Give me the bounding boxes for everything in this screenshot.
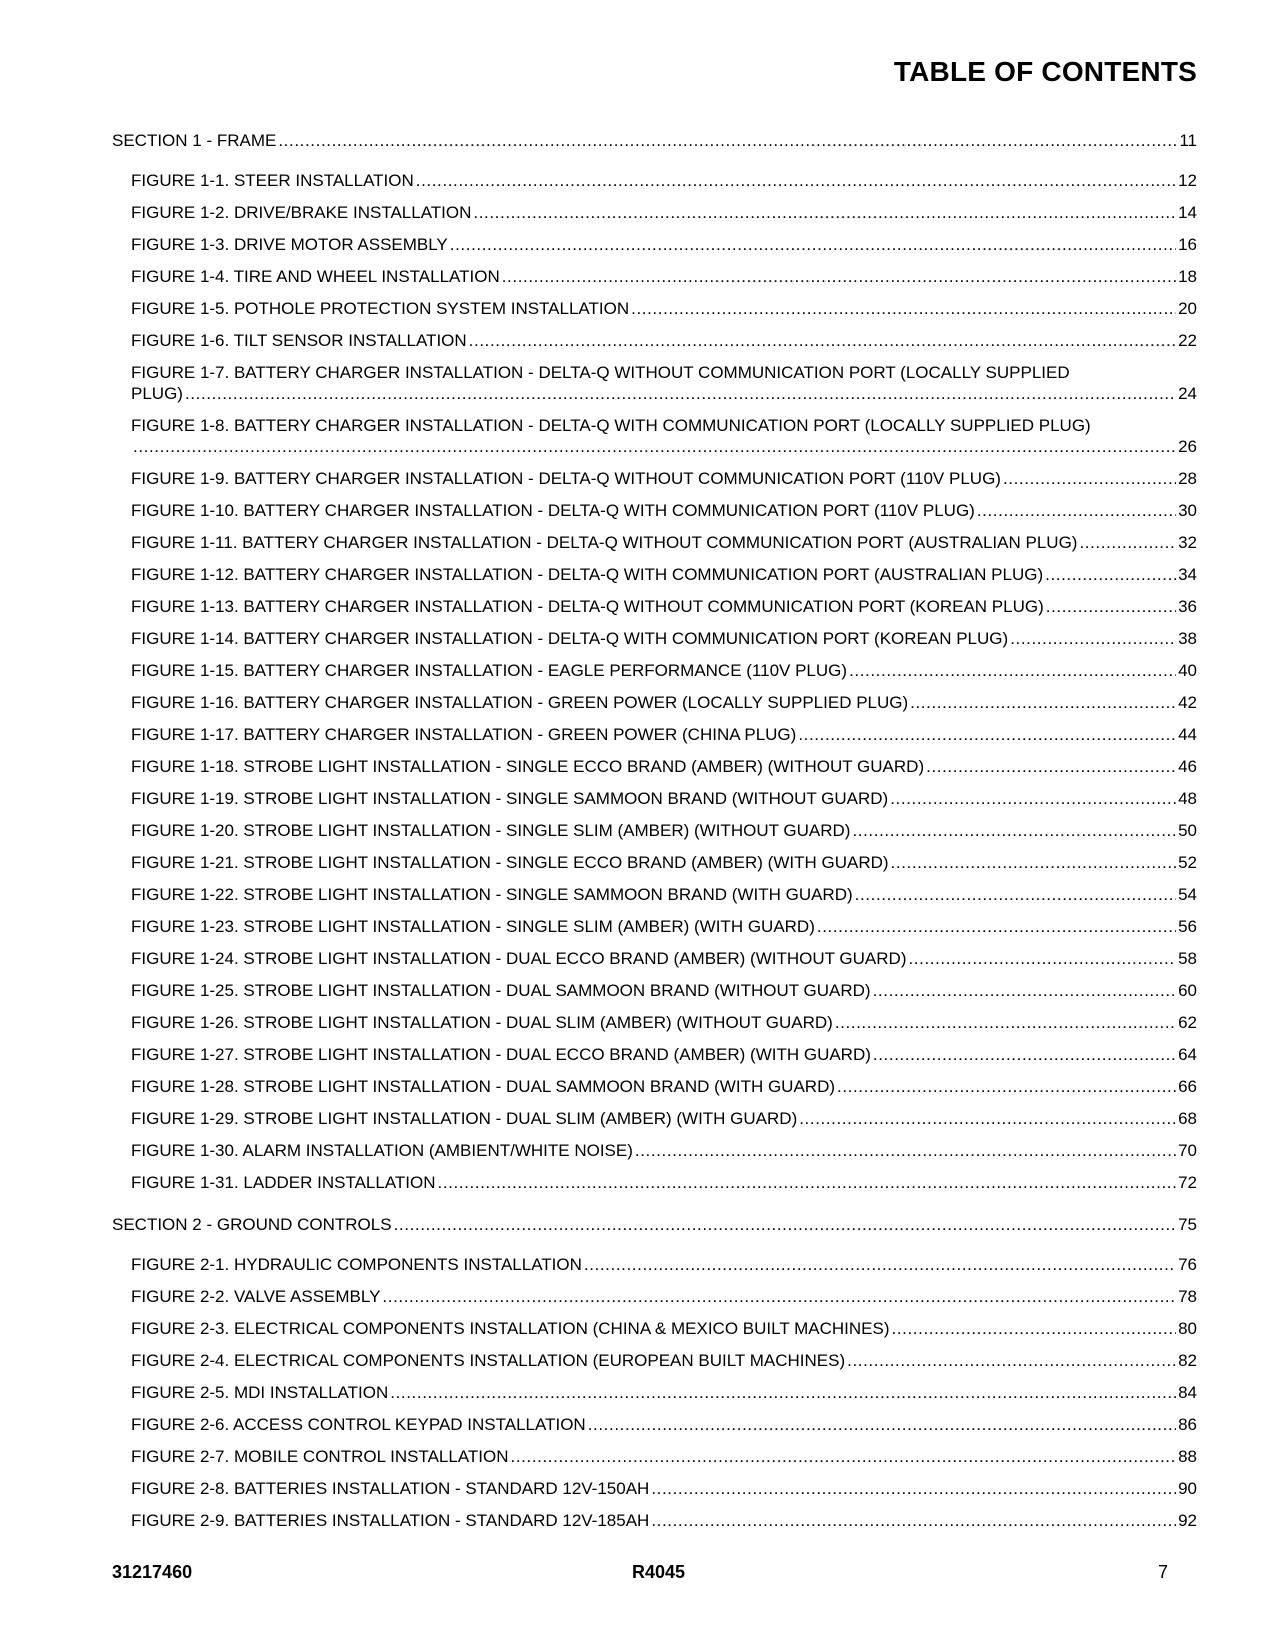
- toc-page-number: 62: [1178, 1013, 1197, 1032]
- toc-section-2-figures: [112, 1254, 1197, 1542]
- toc-entry-label: FIGURE 2-6. ACCESS CONTROL KEYPAD INSTALLATION: [131, 1415, 586, 1434]
- toc-leader-dots: [651, 1478, 1176, 1499]
- toc-leader-dots: [847, 1350, 1176, 1371]
- toc-figure-entry[interactable]: [112, 234, 1197, 266]
- toc-leader-dots: [635, 1140, 1176, 1161]
- toc-figure-entry[interactable]: [112, 330, 1197, 362]
- toc-entry-label: FIGURE 1-16. BATTERY CHARGER INSTALLATION - GREEN POWER (LOCALLY SUPPLIED PLUG): [131, 693, 909, 712]
- toc-page-number: 14: [1178, 203, 1197, 222]
- toc-page-number: 38: [1178, 629, 1197, 648]
- toc-page-number: 86: [1178, 1415, 1197, 1434]
- toc-page-number: 54: [1178, 885, 1197, 904]
- toc-page-number: 60: [1178, 981, 1197, 1000]
- toc-page-number: 58: [1178, 949, 1197, 968]
- toc-leader-dots: [1003, 468, 1176, 489]
- toc-entry-label: FIGURE 2-4. ELECTRICAL COMPONENTS INSTALLATION (EUROPEAN BUILT MACHINES): [131, 1351, 846, 1370]
- toc-figure-entry[interactable]: [112, 564, 1197, 596]
- toc-figure-entry[interactable]: [112, 298, 1197, 330]
- toc-page-number: 72: [1178, 1173, 1197, 1192]
- toc-entry-label: FIGURE 1-2. DRIVE/BRAKE INSTALLATION: [131, 203, 472, 222]
- toc-page-number: 18: [1178, 267, 1197, 286]
- toc-figure-entry[interactable]: [112, 532, 1197, 564]
- toc-entry-label-line1: FIGURE 1-7. BATTERY CHARGER INSTALLATION - DELTA-Q WITHOUT COMMUNICATION PORT (LOCALLY SUPPLIED: [131, 363, 1070, 382]
- page-number: 7: [1157, 1562, 1168, 1582]
- toc-section-label: SECTION 2 - GROUND CONTROLS: [112, 1215, 392, 1234]
- toc-entry-label: FIGURE 1-24. STROBE LIGHT INSTALLATION - DUAL ECCO BRAND (AMBER) (WITHOUT GUARD): [131, 949, 907, 968]
- toc-page-number: 50: [1178, 821, 1197, 840]
- toc-figure-1-7[interactable]: [112, 362, 1197, 415]
- toc-leader-dots: [910, 692, 1176, 713]
- toc-figure-entry[interactable]: [112, 1414, 1197, 1446]
- toc-page-number: 80: [1178, 1319, 1197, 1338]
- toc-leader-dots: [416, 170, 1176, 191]
- toc-entry-label: FIGURE 1-3. DRIVE MOTOR ASSEMBLY: [131, 235, 448, 254]
- toc-figure-entry[interactable]: [112, 1254, 1197, 1286]
- toc-entry-label: FIGURE 1-4. TIRE AND WHEEL INSTALLATION: [131, 267, 500, 286]
- toc-entry-label: FIGURE 1-10. BATTERY CHARGER INSTALLATION - DELTA-Q WITH COMMUNICATION PORT (110V PLUG): [131, 501, 975, 520]
- toc-leader-dots: [817, 916, 1176, 937]
- page-title: TABLE OF CONTENTS: [893, 56, 1197, 87]
- toc-entry-label: FIGURE 1-15. BATTERY CHARGER INSTALLATION - EAGLE PERFORMANCE (110V PLUG): [131, 661, 848, 680]
- toc-leader-dots: [651, 1510, 1176, 1531]
- toc-entry-label: FIGURE 2-9. BATTERIES INSTALLATION - STANDARD 12V-185AH: [131, 1511, 650, 1530]
- toc-entry-label: FIGURE 1-6. TILT SENSOR INSTALLATION: [131, 331, 467, 350]
- toc-entry-label: FIGURE 2-7. MOBILE CONTROL INSTALLATION: [131, 1447, 509, 1466]
- toc-entry-label: FIGURE 1-23. STROBE LIGHT INSTALLATION - SINGLE SLIM (AMBER) (WITH GUARD): [131, 917, 815, 936]
- toc-figure-entry[interactable]: [112, 884, 1197, 916]
- toc-page-number: 24: [1178, 384, 1197, 403]
- toc-figure-entry[interactable]: [112, 916, 1197, 948]
- toc-page-number: 68: [1178, 1109, 1197, 1128]
- toc-figure-entry[interactable]: [112, 1286, 1197, 1318]
- toc-page-number: 36: [1178, 597, 1197, 616]
- toc-leader-dots: [394, 1214, 1176, 1235]
- toc-page-number: 52: [1178, 853, 1197, 872]
- toc-section-label: SECTION 1 - FRAME: [112, 131, 277, 150]
- toc-figure-entry[interactable]: [112, 1510, 1197, 1542]
- toc-leader-dots: [511, 1446, 1177, 1467]
- toc-figure-entry[interactable]: [112, 980, 1197, 1012]
- toc-page-number: 40: [1178, 661, 1197, 680]
- toc-leader-dots: [1079, 532, 1176, 553]
- toc-figure-entry[interactable]: [112, 1044, 1197, 1076]
- toc-page-number: 34: [1178, 565, 1197, 584]
- toc-leader-dots: [450, 234, 1176, 255]
- toc-figure-1-8[interactable]: [112, 415, 1197, 468]
- toc-entry-label-line2: PLUG): [131, 384, 183, 403]
- toc-figure-entry[interactable]: [112, 170, 1197, 202]
- revision-code: R4045: [632, 1562, 686, 1582]
- toc-entry-label: FIGURE 1-31. LADDER INSTALLATION: [131, 1173, 436, 1192]
- toc-figure-entry[interactable]: [112, 1318, 1197, 1350]
- toc-entry-label: FIGURE 1-12. BATTERY CHARGER INSTALLATION - DELTA-Q WITH COMMUNICATION PORT (AUSTRALIAN PLUG): [131, 565, 1044, 584]
- toc-leader-dots: [849, 660, 1176, 681]
- toc-page-number: 16: [1178, 235, 1197, 254]
- toc-figure-entry[interactable]: [112, 1140, 1197, 1172]
- toc-leader-dots: [502, 266, 1176, 287]
- toc-section-1-figures: [112, 170, 1197, 362]
- toc-leader-dots: [926, 756, 1176, 777]
- toc-page-number: 32: [1178, 533, 1197, 552]
- toc-figure-entry[interactable]: [112, 468, 1197, 500]
- toc-entry-label: FIGURE 1-22. STROBE LIGHT INSTALLATION - SINGLE SAMMOON BRAND (WITH GUARD): [131, 885, 853, 904]
- toc-figure-entry[interactable]: [112, 788, 1197, 820]
- toc-leader-dots: [469, 330, 1176, 351]
- toc-leader-dots: [584, 1254, 1176, 1275]
- toc-leader-dots: [852, 820, 1176, 841]
- toc-page-number: 56: [1178, 917, 1197, 936]
- toc-leader-dots: [892, 1318, 1177, 1339]
- toc-entry-label: FIGURE 2-3. ELECTRICAL COMPONENTS INSTALLATION (CHINA & MEXICO BUILT MACHINES): [131, 1319, 890, 1338]
- toc-page-number: 22: [1178, 331, 1197, 350]
- toc-entry-label: FIGURE 1-30. ALARM INSTALLATION (AMBIENT/WHITE NOISE): [131, 1141, 633, 1160]
- toc-leader-dots: [588, 1414, 1176, 1435]
- toc-figure-entry[interactable]: [112, 1108, 1197, 1140]
- toc-leader-dots: [835, 1012, 1176, 1033]
- toc-page-number: 42: [1178, 693, 1197, 712]
- toc-entry-label: FIGURE 1-21. STROBE LIGHT INSTALLATION - SINGLE ECCO BRAND (AMBER) (WITH GUARD): [131, 853, 889, 872]
- toc-figure-entry[interactable]: [112, 1350, 1197, 1382]
- toc-entry-label: FIGURE 1-5. POTHOLE PROTECTION SYSTEM INSTALLATION: [131, 299, 630, 318]
- toc-page-number: 78: [1178, 1287, 1197, 1306]
- toc-leader-dots: [1010, 628, 1176, 649]
- toc-section-1-figures-continued: [112, 468, 1197, 1204]
- toc-leader-dots: [185, 383, 1176, 404]
- toc-entry-label: FIGURE 2-5. MDI INSTALLATION: [131, 1383, 389, 1402]
- toc-figure-entry[interactable]: [112, 692, 1197, 724]
- toc-entry-label: FIGURE 1-17. BATTERY CHARGER INSTALLATION - GREEN POWER (CHINA PLUG): [131, 725, 797, 744]
- toc-leader-dots: [798, 724, 1176, 745]
- toc-entry-label-line1: FIGURE 1-8. BATTERY CHARGER INSTALLATION - DELTA-Q WITH COMMUNICATION PORT (LOCALLY SUPPLIED PLUG): [131, 416, 1091, 435]
- toc-figure-entry[interactable]: [112, 1012, 1197, 1044]
- toc-leader-dots: [1045, 564, 1176, 585]
- toc-entry-label: FIGURE 1-1. STEER INSTALLATION: [131, 171, 414, 190]
- toc-leader-dots: [873, 1044, 1176, 1065]
- toc-figure-entry[interactable]: [112, 756, 1197, 788]
- toc-leader-dots: [473, 202, 1176, 223]
- toc-entry-label: FIGURE 1-28. STROBE LIGHT INSTALLATION - DUAL SAMMOON BRAND (WITH GUARD): [131, 1077, 836, 1096]
- toc-page-number: 84: [1178, 1383, 1197, 1402]
- toc-page-number: 48: [1178, 789, 1197, 808]
- toc-leader-dots: [837, 1076, 1176, 1097]
- toc-page-number: 20: [1178, 299, 1197, 318]
- toc-page-number: 30: [1178, 501, 1197, 520]
- table-of-contents: [112, 130, 1197, 1542]
- toc-figure-entry[interactable]: [112, 660, 1197, 692]
- toc-page-number: 82: [1178, 1351, 1197, 1370]
- toc-figure-entry[interactable]: [112, 1446, 1197, 1478]
- toc-page-number: 88: [1178, 1447, 1197, 1466]
- toc-figure-entry[interactable]: [112, 820, 1197, 852]
- toc-entry-label: FIGURE 1-18. STROBE LIGHT INSTALLATION - SINGLE ECCO BRAND (AMBER) (WITHOUT GUARD): [131, 757, 925, 776]
- toc-page-number: 66: [1178, 1077, 1197, 1096]
- toc-page-number: 44: [1178, 725, 1197, 744]
- toc-entry-label: FIGURE 1-9. BATTERY CHARGER INSTALLATION - DELTA-Q WITHOUT COMMUNICATION PORT (110V PLUG): [131, 469, 1001, 488]
- toc-figure-entry[interactable]: [112, 596, 1197, 628]
- toc-figure-entry[interactable]: [112, 724, 1197, 756]
- toc-figure-entry[interactable]: [112, 266, 1197, 298]
- toc-entry-label: FIGURE 1-14. BATTERY CHARGER INSTALLATION - DELTA-Q WITH COMMUNICATION PORT (KOREAN PLUG): [131, 629, 1009, 648]
- toc-page-number: 28: [1178, 469, 1197, 488]
- toc-leader-dots: [278, 130, 1177, 151]
- toc-entry-label: FIGURE 1-29. STROBE LIGHT INSTALLATION - DUAL SLIM (AMBER) (WITH GUARD): [131, 1109, 798, 1128]
- toc-entry-label: FIGURE 1-11. BATTERY CHARGER INSTALLATION - DELTA-Q WITHOUT COMMUNICATION PORT (AUSTRALIAN PLUG): [131, 533, 1078, 552]
- toc-leader-dots: [891, 852, 1177, 873]
- toc-figure-entry[interactable]: [112, 500, 1197, 532]
- toc-figure-entry[interactable]: [112, 948, 1197, 980]
- toc-entry-label: FIGURE 1-27. STROBE LIGHT INSTALLATION - DUAL ECCO BRAND (AMBER) (WITH GUARD): [131, 1045, 871, 1064]
- toc-leader-dots: [977, 500, 1176, 521]
- toc-leader-dots: [908, 948, 1176, 969]
- toc-entry-label: FIGURE 1-20. STROBE LIGHT INSTALLATION - SINGLE SLIM (AMBER) (WITHOUT GUARD): [131, 821, 851, 840]
- toc-leader-dots: [631, 298, 1176, 319]
- toc-leader-dots: [382, 1286, 1176, 1307]
- toc-figure-entry[interactable]: [112, 1478, 1197, 1510]
- toc-leader-dots: [873, 980, 1176, 1001]
- toc-entry-label: FIGURE 2-1. HYDRAULIC COMPONENTS INSTALLATION: [131, 1255, 582, 1274]
- toc-figure-entry[interactable]: [112, 1382, 1197, 1414]
- toc-leader-dots: [855, 884, 1176, 905]
- toc-figure-entry[interactable]: [112, 202, 1197, 234]
- toc-entry-label: FIGURE 2-8. BATTERIES INSTALLATION - STANDARD 12V-150AH: [131, 1479, 650, 1498]
- toc-entry-label: FIGURE 1-25. STROBE LIGHT INSTALLATION - DUAL SAMMOON BRAND (WITHOUT GUARD): [131, 981, 871, 1000]
- toc-section-1[interactable]: [112, 130, 1197, 162]
- toc-entry-label: FIGURE 1-13. BATTERY CHARGER INSTALLATION - DELTA-Q WITHOUT COMMUNICATION PORT (KOREAN PLUG): [131, 597, 1044, 616]
- toc-figure-entry[interactable]: [112, 628, 1197, 660]
- toc-page-number: 75: [1178, 1215, 1197, 1234]
- toc-leader-dots: [133, 436, 1176, 457]
- toc-page-number: 90: [1178, 1479, 1197, 1498]
- toc-leader-dots: [390, 1382, 1176, 1403]
- toc-section-2[interactable]: [112, 1214, 1197, 1246]
- toc-figure-entry[interactable]: [112, 1172, 1197, 1204]
- toc-entry-label: FIGURE 1-26. STROBE LIGHT INSTALLATION - DUAL SLIM (AMBER) (WITHOUT GUARD): [131, 1013, 833, 1032]
- toc-leader-dots: [1046, 596, 1176, 617]
- toc-page-number: 92: [1178, 1511, 1197, 1530]
- toc-leader-dots: [890, 788, 1176, 809]
- toc-figure-entry[interactable]: [112, 1076, 1197, 1108]
- toc-page-number: 46: [1178, 757, 1197, 776]
- toc-page-number: 64: [1178, 1045, 1197, 1064]
- toc-entry-label: FIGURE 1-19. STROBE LIGHT INSTALLATION - SINGLE SAMMOON BRAND (WITHOUT GUARD): [131, 789, 889, 808]
- document-number: 31217460: [112, 1562, 193, 1582]
- toc-page-number: 76: [1178, 1255, 1197, 1274]
- toc-page-number: 12: [1178, 171, 1197, 190]
- page-footer: [112, 1562, 1168, 1586]
- toc-page-number: 11: [1179, 131, 1197, 150]
- toc-entry-label: FIGURE 2-2. VALVE ASSEMBLY: [131, 1287, 381, 1306]
- toc-figure-entry[interactable]: [112, 852, 1197, 884]
- toc-leader-dots: [438, 1172, 1177, 1193]
- toc-leader-dots: [799, 1108, 1176, 1129]
- toc-page-number: 26: [1178, 437, 1197, 456]
- toc-page-number: 70: [1178, 1141, 1197, 1160]
